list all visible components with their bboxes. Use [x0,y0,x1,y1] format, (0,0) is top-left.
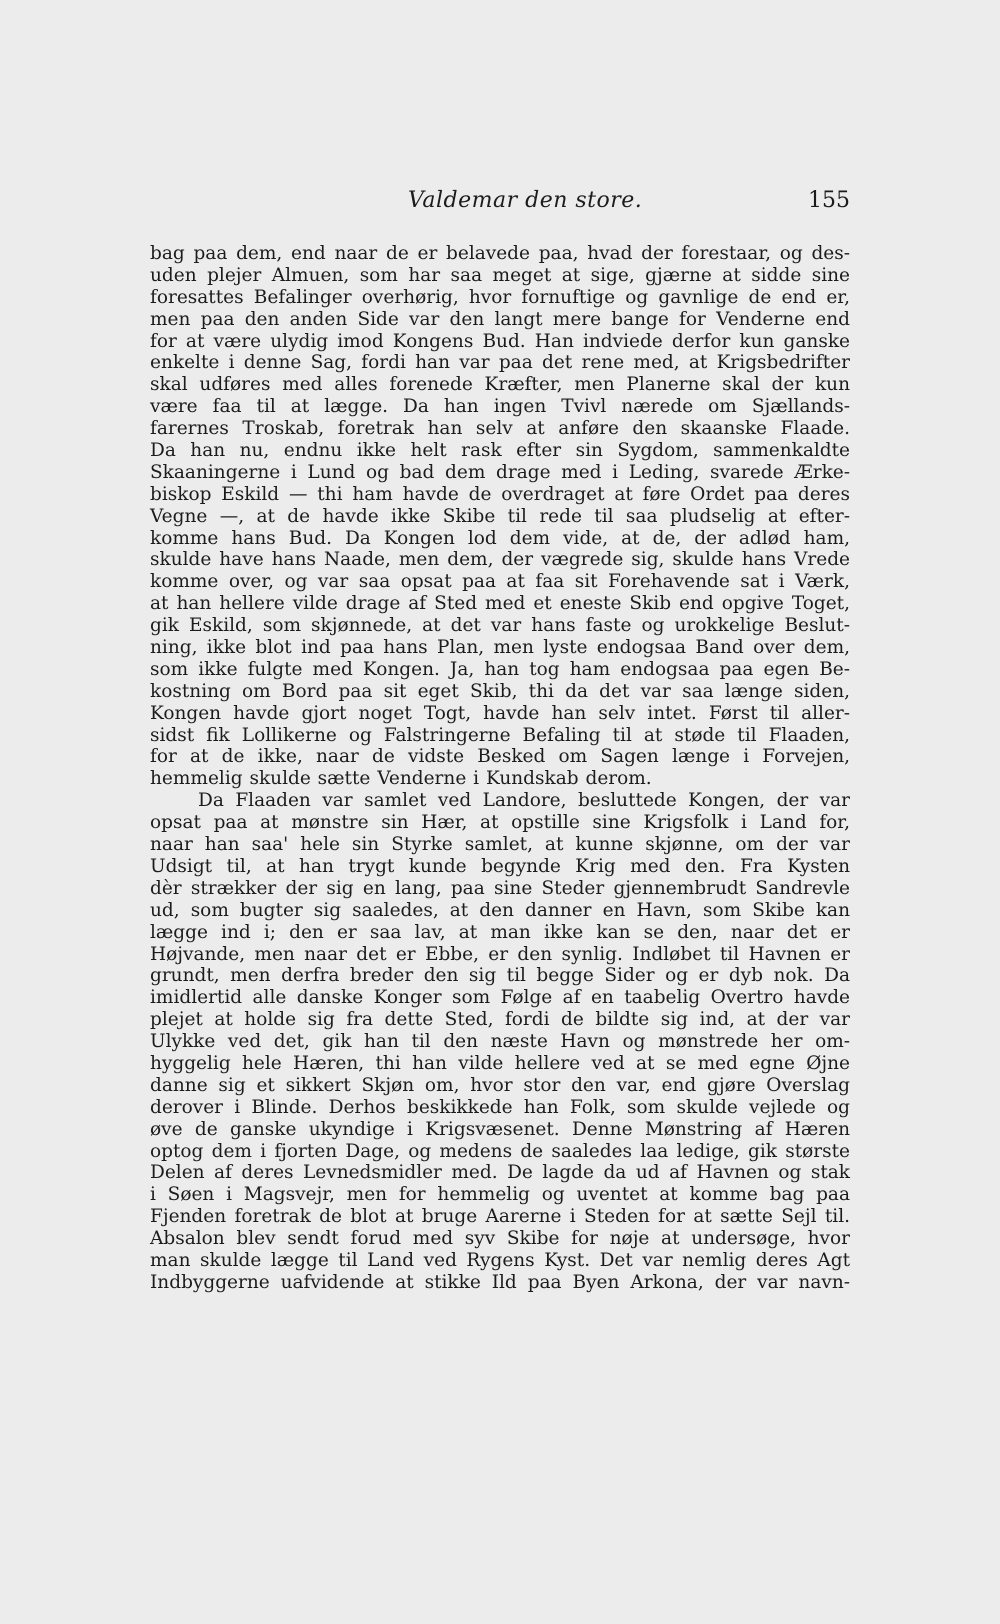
text-line: ud, som bugter sig saaledes, at den danner en Havn, som Skibe kan [150,899,850,921]
text-line: sidst fik Lollikerne og Falstringerne Befaling til at støde til Flaaden, [150,724,850,746]
text-line: komme hans Bud. Da Kongen lod dem vide, at de, der adlød ham, [150,527,850,549]
text-line: derover i Blinde. Derhos beskikkede han Folk, som skulde vejlede og [150,1096,850,1118]
text-line: hyggelig hele Hæren, thi han vilde hellere ved at se med egne Øjne [150,1052,850,1074]
text-line: Udsigt til, at han trygt kunde begynde Krig med den. Fra Kysten [150,855,850,877]
text-line: Delen af deres Levnedsmidler med. De lagde da ud af Havnen og stak [150,1162,850,1184]
text-line: Ulykke ved det, gik han til den næste Havn og mønstrede her om- [150,1031,850,1053]
text-line: biskop Eskild — thi ham havde de overdraget at føre Ordet paa deres [150,483,850,505]
text-line: Vegne —, at de havde ikke Skibe til rede til saa pludselig at efter- [150,505,850,527]
text-line: Skaaningerne i Lund og bad dem drage med i Leding, svarede Ærke- [150,461,850,483]
text-line: dèr strækker der sig en lang, paa sine Steder gjennembrudt Sandrevle [150,877,850,899]
text-line: ning, ikke blot ind paa hans Plan, men lyste endogsaa Band over dem, [150,637,850,659]
text-line: Indbyggerne uafvidende at stikke Ild paa Byen Arkona, der var navn- [150,1271,850,1293]
text-line: plejet at holde sig fra dette Sted, fordi de bildte sig ind, at der var [150,1009,850,1031]
text-line: Kongen havde gjort noget Togt, havde han selv intet. Først til aller- [150,702,850,724]
text-line: øve de ganske ukyndige i Krigsvæsenet. Denne Mønstring af Hæren [150,1118,850,1140]
text-line: man skulde lægge til Land ved Rygens Kyst. Det var nemlig deres Agt [150,1249,850,1271]
text-line: være faa til at lægge. Da han ingen Tvivl nærede om Sjællands- [150,396,850,418]
text-line: for at de ikke, naar de vidste Besked om Sagen længe i Forvejen, [150,746,850,768]
text-line: naar han saa' hele sin Styrke samlet, at kunne skjønne, om der var [150,834,850,856]
text-line: danne sig et sikkert Skjøn om, hvor stor den var, end gjøre Overslag [150,1074,850,1096]
text-line: farernes Troskab, foretrak han selv at anføre den skaanske Flaade. [150,418,850,440]
text-line: gik Eskild, som skjønnede, at det var hans faste og urokkelige Beslut- [150,615,850,637]
body-text [150,243,850,1294]
running-head [150,188,850,220]
text-line: men paa den anden Side var den langt mere bange for Venderne end [150,308,850,330]
text-line: imidlertid alle danske Konger som Følge af en taabelig Overtro havde [150,987,850,1009]
text-line: opsat paa at mønstre sin Hær, at opstille sine Krigsfolk i Land for, [150,812,850,834]
text-line: lægge ind i; den er saa lav, at man ikke kan se den, naar det er [150,921,850,943]
text-line: Absalon blev sendt forud med syv Skibe for nøje at undersøge, hvor [150,1228,850,1250]
text-line: Da han nu, endnu ikke helt rask efter sin Sygdom, sammenkaldte [150,440,850,462]
page-number: 155 [808,188,850,213]
text-line: Fjenden foretrak de blot at bruge Aarerne i Steden for at sætte Sejl til. [150,1206,850,1228]
text-line: kostning om Bord paa sit eget Skib, thi da det var saa længe siden, [150,680,850,702]
text-line: skulde have hans Naade, men dem, der vægrede sig, skulde hans Vrede [150,549,850,571]
text-line: at han hellere vilde drage af Sted med et eneste Skib end opgive Toget, [150,593,850,615]
text-line: Da Flaaden var samlet ved Landore, besluttede Kongen, der var [198,790,850,812]
text-line: foresattes Befalinger overhørig, hvor fornuftige og gavnlige de end er, [150,286,850,308]
text-line: optog dem i fjorten Dage, og medens de saaledes laa ledige, gik største [150,1140,850,1162]
text-line: skal udføres med alles forenede Kræfter, men Planerne skal der kun [150,374,850,396]
text-line: enkelte i denne Sag, fordi han var paa det rene med, at Krigsbedrifter [150,352,850,374]
text-line: komme over, og var saa opsat paa at faa sit Forehavende sat i Værk, [150,571,850,593]
text-line: bag paa dem, end naar de er belavede paa, hvad der forestaar, og des- [150,243,850,264]
text-line: for at være ulydig imod Kongens Bud. Han indviede derfor kun ganske [150,330,850,352]
text-line: som ikke fulgte med Kongen. Ja, han tog ham endogsaa paa egen Be- [150,658,850,680]
text-line: hemmelig skulde sætte Venderne i Kundskab derom. [150,768,652,790]
text-line: i Søen i Magsvejr, men for hemmelig og uventet at komme bag paa [150,1184,850,1206]
text-line: grundt, men derfra breder den sig til begge Sider og er dyb nok. Da [150,965,850,987]
text-line: uden plejer Almuen, som har saa meget at sige, gjærne at sidde sine [150,264,850,286]
running-head-title: Valdemar den store. [408,188,643,213]
text-line: Højvande, men naar det er Ebbe, er den synlig. Indløbet til Havnen er [150,943,850,965]
